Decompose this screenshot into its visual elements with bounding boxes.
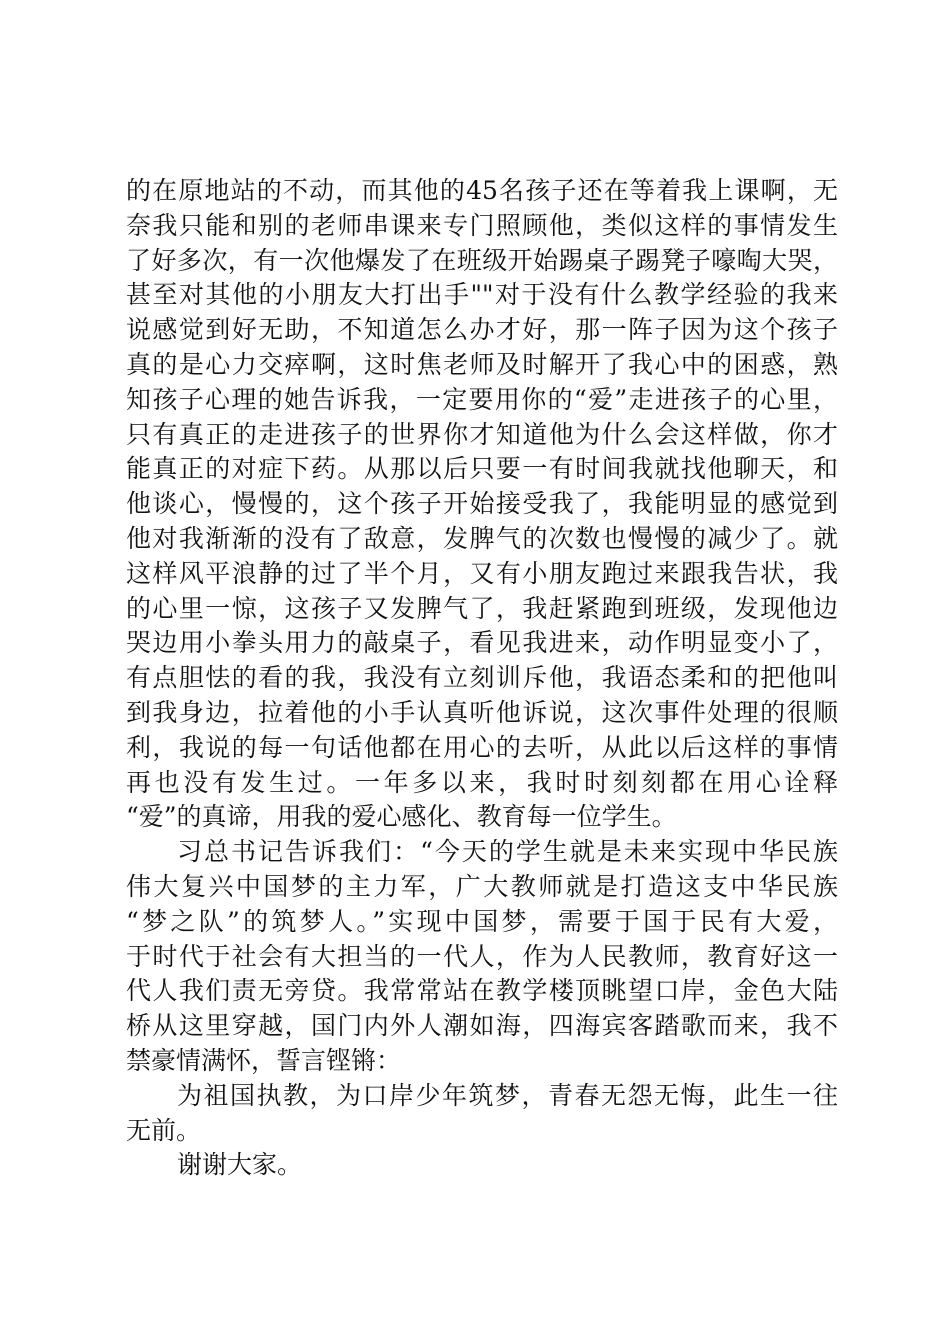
- paragraph-first-line: 习总书记告诉我们：“今天的学生就是未来实现中华民族: [177, 837, 838, 867]
- paragraph-first-line: 为祖国执教，为口岸少年筑梦，青春无怨无悔，此生一往: [177, 1080, 838, 1110]
- text-line: 到我身边，拉着他的小手认真听他诉说，这次事件处理的很顺: [126, 697, 838, 727]
- text-line: 桥从这里穿越，国门内外人潮如海，四海宾客踏歌而来，我不: [126, 1011, 838, 1041]
- text-line: 他谈心，慢慢的，这个孩子开始接受我了，我能明显的感觉到: [126, 489, 838, 519]
- text-line: 再也没有发生过。一年多以来，我时时刻刻都在用心诠释: [126, 767, 838, 797]
- text-line: 利，我说的每一句话他都在用心的去听，从此以后这样的事情: [126, 732, 838, 762]
- text-line: 能真正的对症下药。从那以后只要一有时间我就找他聊天，和: [126, 454, 838, 484]
- text-line: 的心里一惊，这孩子又发脾气了，我赶紧跑到班级，发现他边: [126, 593, 838, 623]
- text-line: 说感觉到好无助，不知道怎么办才好，那一阵子因为这个孩子: [126, 315, 838, 345]
- text-line: 知孩子心理的她告诉我，一定要用你的“爱”走进孩子的心里，: [126, 384, 838, 414]
- text-line: 这样风平浪静的过了半个月，又有小朋友跑过来跟我告状，我: [126, 558, 838, 588]
- text-line: 真的是心力交瘁啊，这时焦老师及时解开了我心中的困惑，熟: [126, 349, 838, 379]
- text-line: 无前。: [126, 1115, 202, 1145]
- closing-line: 谢谢大家。: [177, 1150, 303, 1180]
- text-line: 伟大复兴中国梦的主力军，广大教师就是打造这支中华民族: [126, 871, 838, 901]
- text-line: 奈我只能和别的老师串课来专门照顾他，类似这样的事情发生: [126, 210, 838, 240]
- text-line: 他对我渐渐的没有了敌意，发脾气的次数也慢慢的减少了。就: [126, 523, 838, 553]
- text-line: 甚至对其他的小朋友大打出手""对于没有什么教学经验的我来: [126, 280, 838, 310]
- text-line: 只有真正的走进孩子的世界你才知道他为什么会这样做，你才: [126, 419, 838, 449]
- text-line: 的在原地站的不动，而其他的45名孩子还在等着我上课啊，无: [126, 176, 838, 205]
- text-line: 哭边用小拳头用力的敲桌子，看见我进来，动作明显变小了，: [126, 628, 838, 658]
- text-line: 有点胆怯的看的我，我没有立刻训斥他，我语态柔和的把他叫: [126, 663, 838, 693]
- text-line: 了好多次，有一次他爆发了在班级开始踢桌子踢凳子嚎啕大哭，: [126, 245, 838, 275]
- text-line: 禁豪情满怀，誓言铿锵：: [126, 1045, 402, 1075]
- text-line: 代人我们责无旁贷。我常常站在教学楼顶眺望口岸，金色大陆: [126, 976, 838, 1006]
- text-line: “爱”的真谛，用我的爱心感化、教育每一位学生。: [126, 802, 677, 832]
- text-line: 于时代于社会有大担当的一代人，作为人民教师，教育好这一: [126, 941, 838, 971]
- body-text: [126, 174, 838, 1183]
- text-line: “梦之队”的筑梦人。”实现中国梦，需要于国于民有大爱，: [126, 906, 838, 936]
